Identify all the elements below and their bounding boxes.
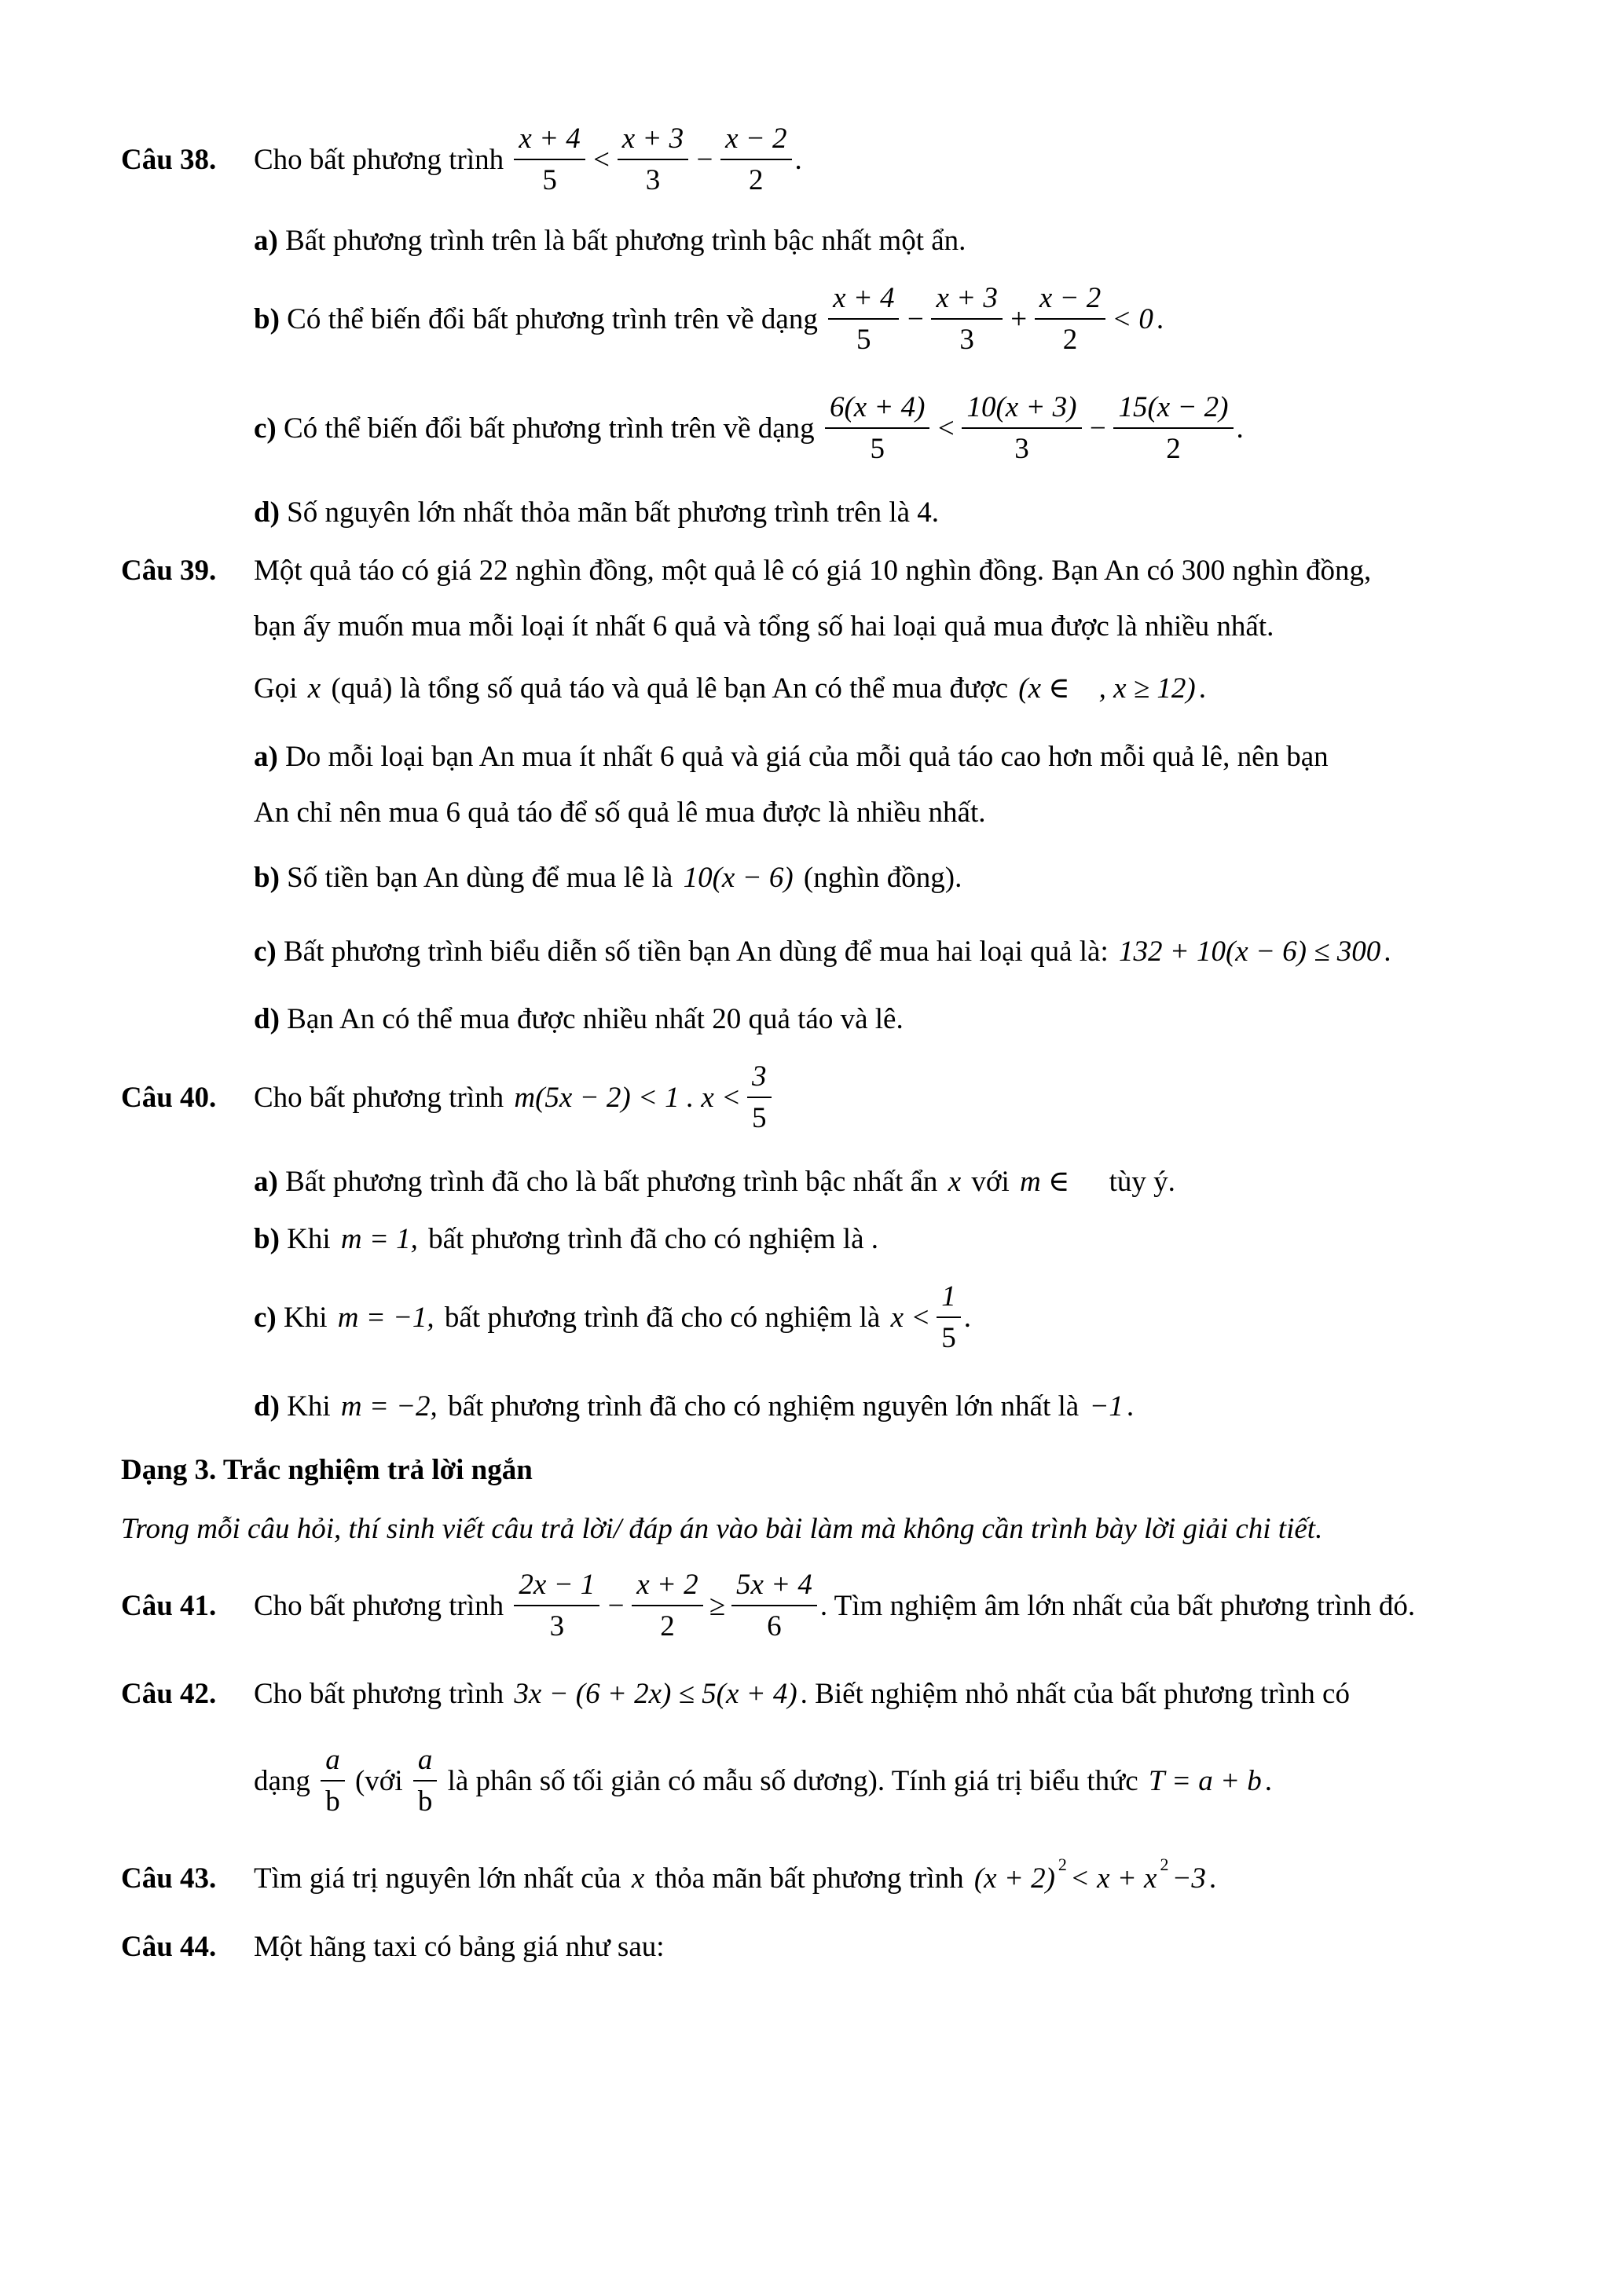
numerator: x + 3: [618, 122, 688, 160]
text: . Tìm nghiệm âm lớn nhất của bất phương trình đó.: [819, 1589, 1416, 1622]
text: Gọi: [254, 672, 305, 705]
bold-text: b): [254, 861, 280, 894]
fraction: [618, 122, 688, 197]
numerator: x − 2: [1035, 281, 1105, 320]
denominator: b: [417, 1785, 433, 1818]
math-expression: +: [1008, 302, 1028, 335]
numerator: 3: [747, 1060, 772, 1098]
bold-text: a): [254, 224, 278, 257]
text: Số tiền bạn An dùng để mua lê là: [279, 861, 680, 894]
text: .: [1208, 1862, 1217, 1895]
text: Bất phương trình đã cho là bất phương trình bậc nhất ẩn: [277, 1165, 945, 1198]
bold-text: b): [254, 302, 280, 335]
math-expression: <: [591, 143, 611, 176]
fraction: [731, 1568, 817, 1643]
text-line: [254, 1646, 1350, 1741]
text-line: [254, 1270, 971, 1364]
text: Cho bất phương trình: [254, 1081, 511, 1114]
math-expression: −: [606, 1589, 626, 1622]
denominator: 3: [959, 324, 974, 356]
text-line: [254, 1050, 775, 1144]
text-line: [254, 1734, 1272, 1828]
text: bất phương trình đã cho có nghiệm là: [437, 1301, 888, 1334]
superscript: 2: [1160, 1855, 1169, 1874]
math-expression: −1: [1089, 1390, 1124, 1423]
numerator: x + 4: [828, 281, 899, 320]
bold-text: a): [254, 740, 278, 773]
text: dạng: [254, 1764, 318, 1797]
text: (nghìn đồng).: [796, 861, 962, 894]
fraction: [720, 122, 791, 197]
numerator: x + 3: [931, 281, 1002, 320]
numerator: 5x + 4: [731, 1568, 817, 1606]
denominator: 3: [1014, 433, 1029, 465]
denominator: 5: [941, 1322, 956, 1354]
question-label: Câu 43.: [121, 1862, 217, 1895]
bold-text: c): [254, 935, 277, 968]
fraction: [632, 1568, 702, 1643]
text: .: [1264, 1764, 1272, 1797]
denominator: b: [325, 1785, 340, 1818]
bold-text: a): [254, 1165, 278, 1198]
text: thỏa mãn bất phương trình: [647, 1862, 971, 1895]
text: (với: [347, 1764, 410, 1797]
denominator: 5: [542, 164, 557, 196]
text: với: [964, 1165, 1017, 1198]
text-line: [254, 1558, 1415, 1653]
math-expression: m(5x − 2) < 1 . x <: [514, 1081, 742, 1114]
text: là phân số tối giản có mẫu số dương). Tính giá trị biểu thức: [440, 1764, 1146, 1797]
denominator: 5: [870, 433, 885, 465]
math-expression: −: [1087, 412, 1108, 445]
fraction: [962, 390, 1081, 466]
denominator: 3: [645, 164, 661, 196]
text: Cho bất phương trình: [254, 1677, 511, 1710]
text: .: [1236, 412, 1244, 445]
question-label: Câu 44.: [121, 1931, 217, 1963]
question-label: Câu 38.: [121, 144, 217, 176]
numerator: 1: [937, 1280, 961, 1318]
numerator: x − 2: [720, 122, 791, 160]
fraction: [514, 122, 585, 197]
text: Một quả táo có giá 22 nghìn đồng, một quả lê có giá 10 nghìn đồng. Bạn An có 300 nghìn đồng,: [254, 554, 1372, 587]
text-line: [254, 381, 1244, 475]
math-expression: m ∈: [1019, 1166, 1070, 1198]
denominator: 5: [752, 1102, 767, 1134]
text: Tìm giá trị nguyên lớn nhất của: [254, 1862, 629, 1895]
text: bất phương trình đã cho có nghiệm nguyên lớn nhất là: [440, 1390, 1087, 1423]
math-expression: m = −2,: [340, 1390, 438, 1423]
fraction: [1113, 390, 1233, 466]
math-expression: 132 + 10(x − 6) ≤ 300: [1118, 935, 1381, 968]
bold-text: d): [254, 1390, 280, 1423]
fraction: [747, 1060, 772, 1135]
bold-text: b): [254, 1222, 280, 1255]
numerator: a: [413, 1743, 438, 1782]
math-expression: (x + 2): [973, 1862, 1055, 1895]
math-expression: −: [695, 143, 715, 176]
question-label: Câu 40.: [121, 1082, 217, 1114]
numerator: x + 4: [514, 122, 585, 160]
text: .: [1126, 1390, 1135, 1423]
math-expression: < 0: [1112, 302, 1153, 335]
math-expression: 3x − (6 + 2x) ≤ 5(x + 4): [514, 1677, 797, 1710]
text: .: [794, 143, 802, 176]
math-expression: (x ∈ , x ≥ 12): [1018, 672, 1196, 705]
question-label: Câu 41.: [121, 1590, 217, 1622]
math-expression: <: [936, 412, 956, 445]
fraction: [514, 1568, 599, 1643]
text: tùy ý.: [1072, 1165, 1175, 1198]
question-label: Câu 39.: [121, 555, 217, 587]
math-expression: x: [948, 1165, 962, 1198]
math-expression: m = 1,: [340, 1222, 418, 1255]
math-expression: ≥: [709, 1589, 725, 1622]
math-expression: T = a + b: [1148, 1764, 1262, 1797]
numerator: 10(x + 3): [962, 390, 1081, 429]
text: .: [1384, 935, 1391, 968]
numerator: a: [321, 1743, 345, 1782]
text: Do mỗi loại bạn An mua ít nhất 6 quả và giá của mỗi quả táo cao hơn mỗi quả lê, nên bạn: [277, 740, 1329, 773]
text: Khi: [276, 1301, 335, 1334]
math-expression: 10(x − 6): [683, 861, 794, 894]
fraction: [825, 390, 930, 466]
numerator: 15(x − 2): [1113, 390, 1233, 429]
fraction: [828, 281, 899, 357]
fraction: [937, 1280, 961, 1355]
bold-text: d): [254, 496, 280, 529]
text: Có thể biến đổi bất phương trình trên về dạng: [279, 302, 826, 335]
fraction: [931, 281, 1002, 357]
bold-text: c): [254, 412, 277, 445]
text-line: [254, 112, 802, 207]
denominator: 2: [1166, 433, 1181, 465]
numerator: 2x − 1: [514, 1568, 599, 1606]
denominator: 3: [549, 1610, 565, 1642]
text: Bất phương trình trên là bất phương trình bậc nhất một ẩn.: [277, 224, 966, 257]
bold-text: Dạng 3. Trắc nghiệm trả lời ngắn: [121, 1453, 533, 1486]
math-expression: x: [631, 1862, 645, 1895]
denominator: 6: [767, 1610, 782, 1642]
text: .: [1198, 672, 1206, 705]
denominator: 2: [660, 1610, 675, 1642]
fraction: [321, 1743, 345, 1818]
denominator: 5: [856, 324, 871, 356]
text: . Biết nghiệm nhỏ nhất của bất phương trình có: [800, 1677, 1350, 1710]
text: Khi: [279, 1390, 338, 1423]
math-expression: x <: [890, 1301, 931, 1334]
fraction: [1035, 281, 1105, 357]
text: .: [963, 1301, 971, 1334]
math-expression: −3: [1171, 1862, 1206, 1895]
text: bất phương trình đã cho có nghiệm là .: [420, 1222, 879, 1255]
bold-text: d): [254, 1002, 280, 1035]
text: An chỉ nên mua 6 quả táo để số quả lê mua được là nhiều nhất.: [254, 796, 986, 829]
math-expression: < x + x: [1069, 1862, 1157, 1895]
text-line: [254, 272, 1164, 366]
text: Số nguyên lớn nhất thỏa mãn bất phương trình trên là 4.: [279, 496, 940, 529]
text-line: [254, 1899, 665, 1994]
fraction: [413, 1743, 438, 1818]
math-expression: x: [307, 672, 321, 705]
text: .: [1156, 302, 1164, 335]
italic-text: Trong mỗi câu hỏi, thí sinh viết câu trả lời/ đáp án vào bài làm mà không cần trình bày lời giải chi tiết.: [121, 1512, 1323, 1545]
numerator: 6(x + 4): [825, 390, 930, 429]
text: Cho bất phương trình: [254, 1589, 511, 1622]
bold-text: c): [254, 1301, 277, 1334]
denominator: 2: [749, 164, 764, 196]
text: (quả) là tổng số quả táo và quả lê bạn An có thể mua được: [324, 672, 1016, 705]
text: Có thể biến đổi bất phương trình trên về dạng: [276, 412, 822, 445]
text: Một hãng taxi có bảng giá như sau:: [254, 1930, 665, 1963]
math-expression: m = −1,: [337, 1301, 434, 1334]
text: Cho bất phương trình: [254, 143, 511, 176]
text: bạn ấy muốn mua mỗi loại ít nhất 6 quả và tổng số hai loại quả mua được là nhiều nhất.: [254, 610, 1274, 643]
question-label: Câu 42.: [121, 1678, 217, 1710]
text: Khi: [279, 1222, 338, 1255]
superscript: 2: [1058, 1855, 1067, 1874]
denominator: 2: [1062, 324, 1078, 356]
text: Bạn An có thể mua được nhiều nhất 20 quả táo và lê.: [279, 1002, 904, 1035]
numerator: x + 2: [632, 1568, 702, 1606]
math-expression: −: [905, 302, 926, 335]
text: Bất phương trình biểu diễn số tiền bạn An dùng để mua hai loại quả là:: [276, 935, 1116, 968]
